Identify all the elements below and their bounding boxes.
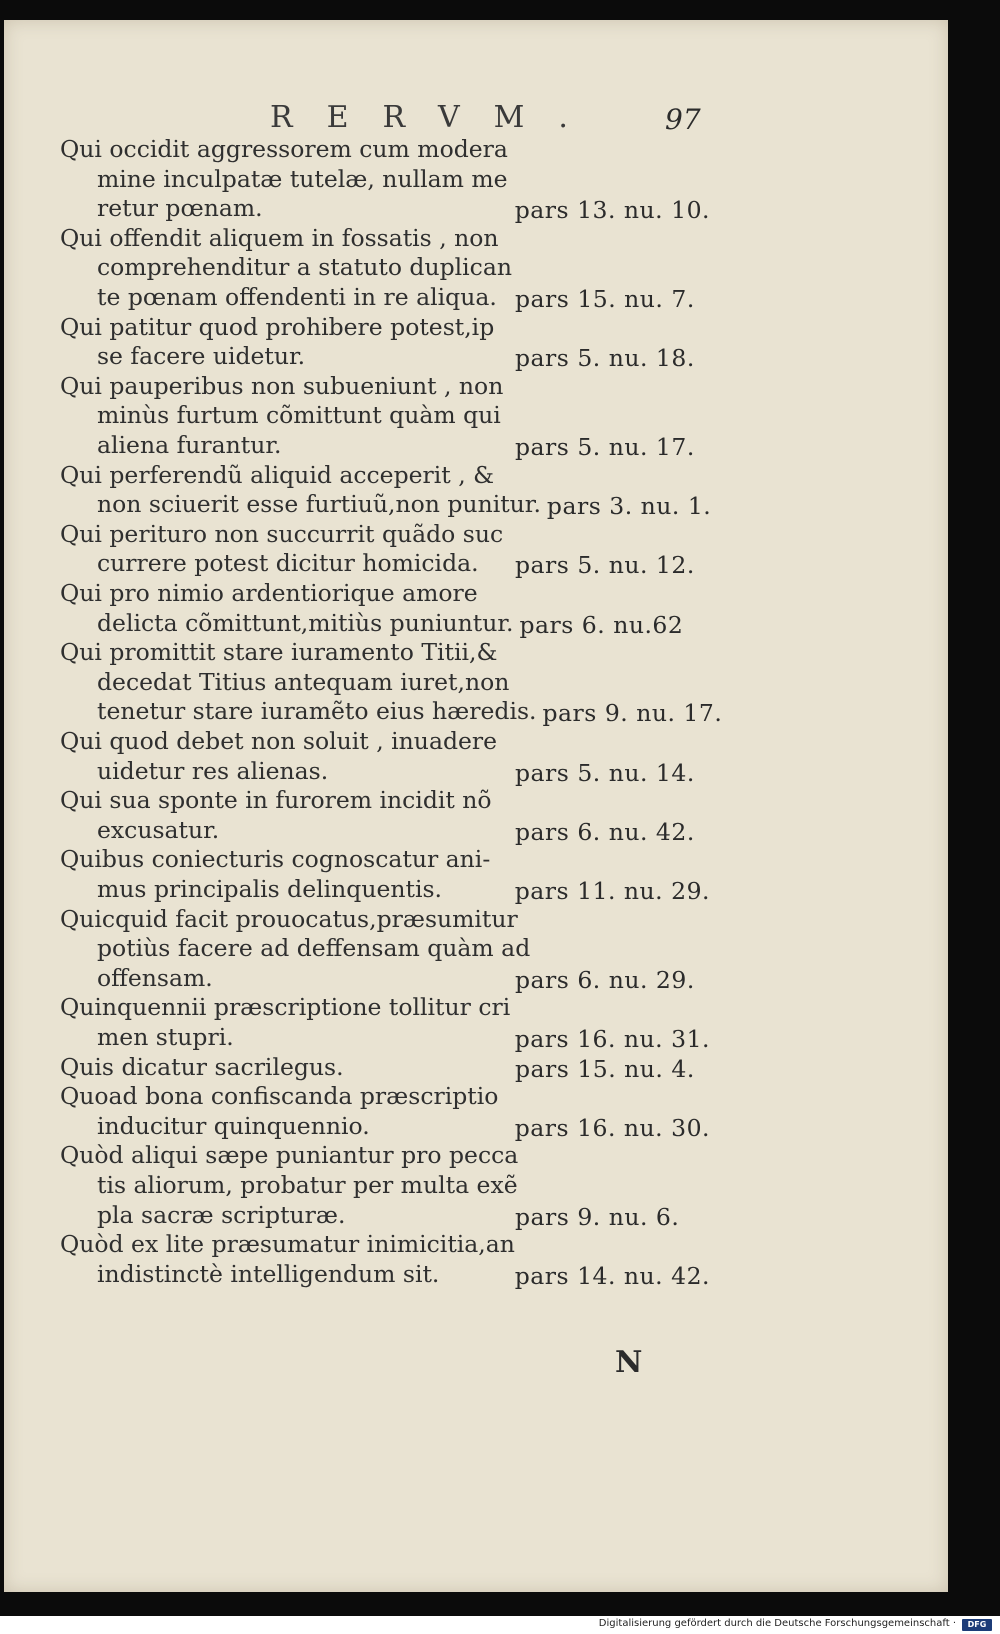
entry-continuation-line: mine inculpatæ tutelæ, nullam me [97, 164, 508, 193]
entry-continuation-line: indistinctè intelligendum sit. [97, 1259, 440, 1288]
entry-continuation-line: aliena furantur. [97, 431, 282, 459]
entry-continuation-line: uidetur res alienas. [97, 756, 329, 785]
entry-first-line: Quòd aliqui sæpe puniantur pro pecca [60, 1141, 519, 1170]
entry-continuation-line: se facere uidetur. [97, 342, 306, 371]
entry-first-line: Quoad bona confiscanda præscriptio [60, 1082, 499, 1111]
entry-reference: pars 5. nu. 14. [515, 758, 695, 787]
entry-reference: pars 9. nu. 17. [542, 699, 723, 728]
entry-continuation-line: offensam. [97, 963, 213, 992]
entry-continuation-line: decedat Titius antequam iuret,non [97, 667, 510, 696]
entry-reference: pars 6. nu.62 [519, 610, 684, 639]
entry-continuation-line: excusatur. [97, 815, 220, 844]
entry-reference: pars 6. nu. 29. [515, 965, 695, 994]
entry-first-line: Qui quod debet non soluit , inuadere [60, 727, 498, 755]
entry-continuation-line: potiùs facere ad deffensam quàm ad [97, 934, 531, 963]
entry-first-line: Qui occidit aggressorem cum modera [60, 135, 508, 163]
entry-first-line: Quis dicatur sacrilegus. [60, 1052, 344, 1081]
entry-continuation-line: comprehenditur a statuto duplican [97, 253, 512, 282]
entry-reference: pars 9. nu. 6. [515, 1202, 680, 1231]
entry-reference: pars 3. nu. 1. [546, 492, 712, 521]
entry-continuation-line: mus principalis delinquentis. [97, 875, 442, 903]
entry-reference: pars 5. nu. 12. [515, 551, 695, 580]
entry-continuation-line: delicta cõmittunt,mitiùs puniuntur. [97, 608, 514, 637]
entry-continuation-line: tis aliorum, probatur per multa exẽ [97, 1171, 518, 1199]
entry-first-line: Qui promittit stare iuramento Titii,& [60, 638, 498, 667]
entry-continuation-line: te pœnam offendenti in re aliqua. [97, 283, 497, 311]
entry-reference: pars 5. nu. 17. [515, 433, 695, 461]
entry-continuation-line: currere potest dicitur homicida. [97, 549, 479, 578]
entry-reference: pars 15. nu. 4. [515, 1054, 695, 1083]
entry-first-line: Qui pro nimio ardentiorique amore [60, 579, 478, 607]
entry-reference: pars 6. nu. 42. [515, 817, 695, 846]
entry-first-line: Qui offendit aliquem in fossatis , non [60, 223, 499, 252]
entry-reference: pars 11. nu. 29. [514, 877, 710, 905]
entry-continuation-line: tenetur stare iuramẽto eius hæredis. [97, 697, 537, 726]
entry-first-line: Quibus coniecturis cognoscatur ani- [60, 845, 491, 874]
entry-first-line: Qui pauperibus non subueniunt , non [60, 371, 504, 400]
entry-first-line: Quicquid facit prouocatus,præsumitur [60, 904, 518, 933]
entry-continuation-line: non sciuerit esse furtiuũ,non punitur. [97, 490, 541, 519]
dfg-logo: DFG [962, 1619, 992, 1631]
entry-reference: pars 13. nu. 10. [514, 196, 710, 225]
entry-continuation-line: retur pœnam. [97, 194, 263, 223]
entry-first-line: Qui perferendũ aliquid acceperit , & [60, 460, 495, 489]
page-number: 97 [665, 103, 701, 136]
catchword: N [615, 1345, 643, 1380]
entry-reference: pars 14. nu. 42. [514, 1261, 710, 1290]
entry-first-line: Quinquennii præscriptione tollitur cri [60, 993, 511, 1022]
entry-reference: pars 16. nu. 30. [514, 1113, 710, 1142]
entry-reference: pars 5. nu. 18. [515, 344, 695, 373]
digitization-credit: Digitalisierung gefördert durch die Deutsche Forschungsgemeinschaft · [598, 1618, 956, 1629]
entry-first-line: Quòd ex lite præsumatur inimicitia,an [60, 1230, 515, 1259]
entry-reference: pars 16. nu. 31. [514, 1025, 710, 1053]
entry-continuation-line: pla sacræ scripturæ. [97, 1200, 346, 1229]
entry-first-line: Qui patitur quod prohibere potest,ip [60, 312, 495, 341]
running-title: RERVM. [270, 100, 602, 135]
entry-first-line: Qui sua sponte in furorem incidit nõ [60, 786, 492, 815]
entry-continuation-line: men stupri. [97, 1023, 234, 1051]
entry-first-line: Qui perituro non succurrit quãdo suc [60, 519, 504, 548]
entry-reference: pars 15. nu. 7. [515, 285, 695, 313]
entry-continuation-line: inducitur quinquennio. [97, 1111, 370, 1140]
entry-continuation-line: minùs furtum cõmittunt quàm qui [97, 401, 501, 430]
